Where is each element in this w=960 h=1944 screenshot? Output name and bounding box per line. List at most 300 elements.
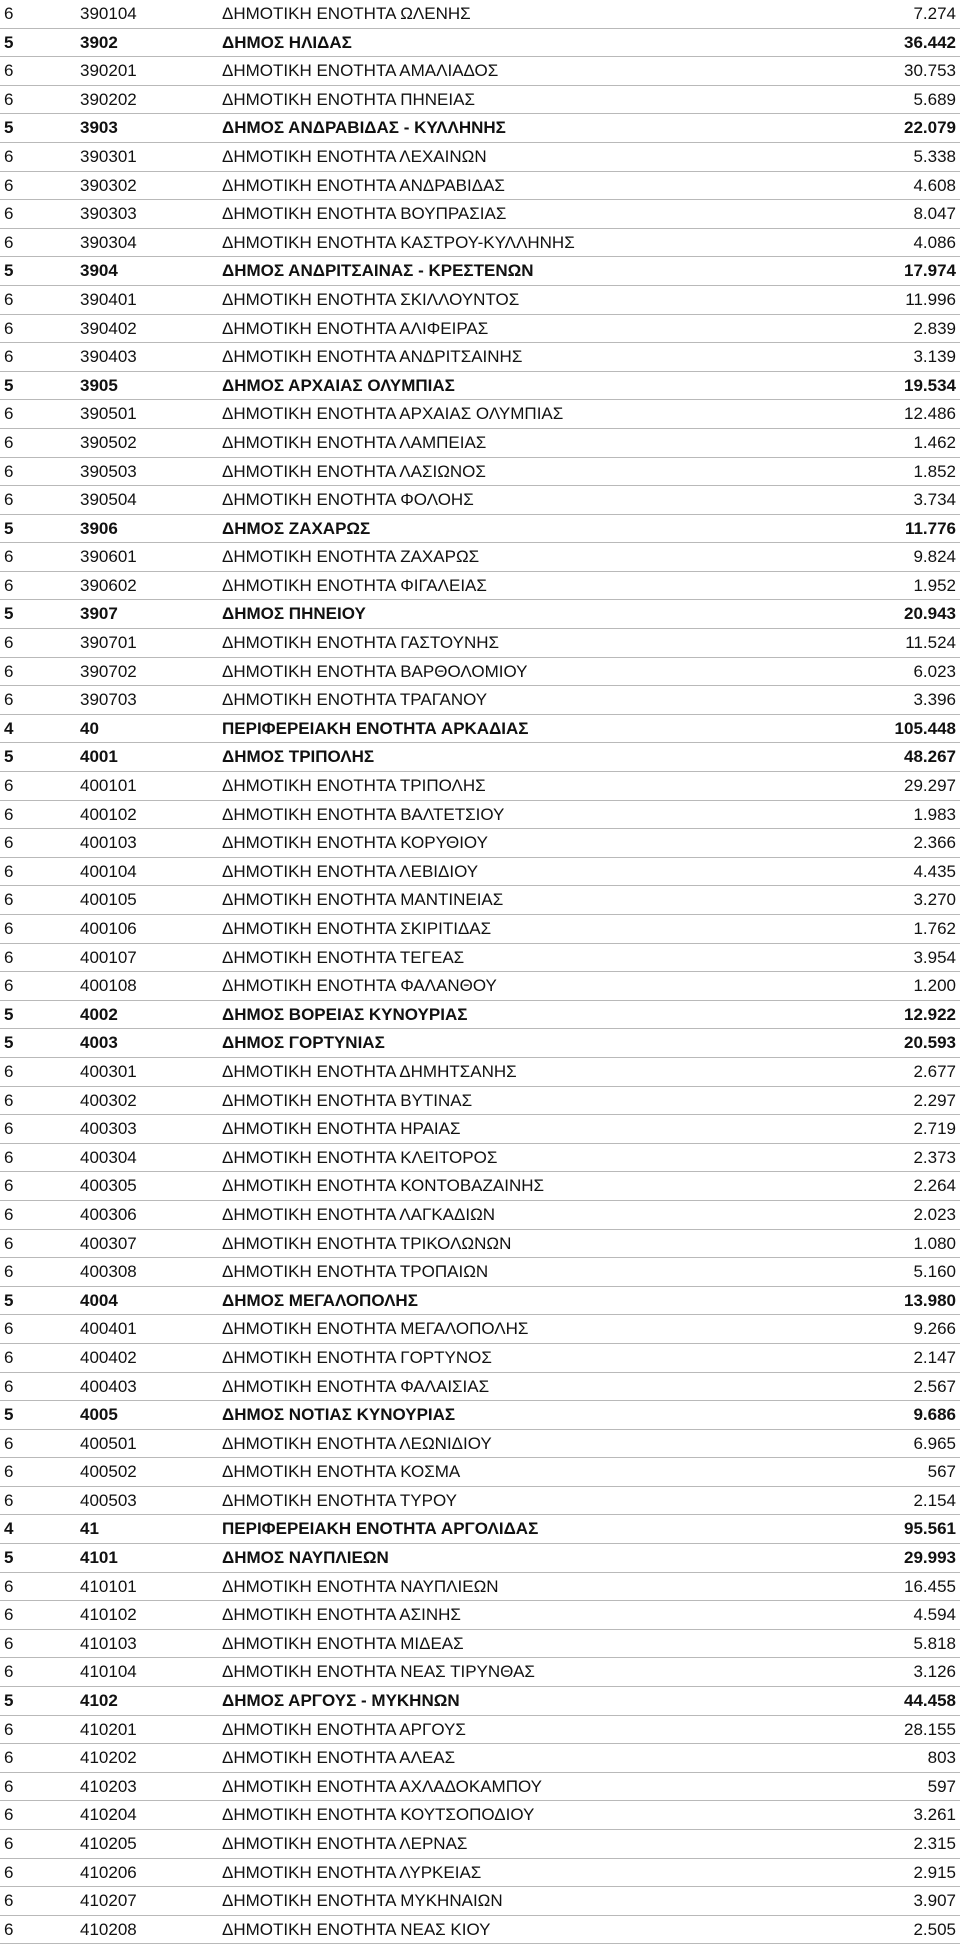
code-cell: 400302: [80, 1090, 137, 1110]
level-cell: 5: [4, 1290, 14, 1310]
population-cell: 1.983: [913, 804, 956, 824]
population-cell: 1.852: [913, 461, 956, 481]
population-cell: 2.297: [913, 1090, 956, 1110]
level-cell: 6: [4, 1662, 14, 1682]
code-cell: 400303: [80, 1119, 137, 1139]
table-row: [0, 686, 960, 715]
population-cell: 597: [927, 1776, 956, 1796]
name-cell: ΔΗΜΟΤΙΚΗ ΕΝΟΤΗΤΑ ΝΕΑΣ ΚΙΟΥ: [222, 1919, 491, 1939]
name-cell: ΔΗΜΟΤΙΚΗ ΕΝΟΤΗΤΑ ΛΑΜΠΕΙΑΣ: [222, 432, 487, 452]
name-cell: ΔΗΜΟΤΙΚΗ ΕΝΟΤΗΤΑ ΑΡΧΑΙΑΣ ΟΛΥΜΠΙΑΣ: [222, 404, 564, 424]
population-cell: 29.993: [904, 1548, 956, 1568]
name-cell: ΔΗΜΟΤΙΚΗ ΕΝΟΤΗΤΑ ΤΥΡΟΥ: [222, 1490, 457, 1510]
population-cell: 5.818: [913, 1633, 956, 1653]
level-cell: 6: [4, 404, 14, 424]
population-cell: 22.079: [904, 118, 956, 138]
population-cell: 567: [927, 1462, 956, 1482]
code-cell: 400308: [80, 1262, 137, 1282]
code-cell: 390703: [80, 690, 137, 710]
population-cell: 2.567: [913, 1376, 956, 1396]
level-cell: 6: [4, 1805, 14, 1825]
code-cell: 410207: [80, 1891, 137, 1911]
table-row: [0, 315, 960, 344]
code-cell: 400103: [80, 833, 137, 853]
population-cell: 2.366: [913, 833, 956, 853]
name-cell: ΔΗΜΟΤΙΚΗ ΕΝΟΤΗΤΑ ΤΡΙΠΟΛΗΣ: [222, 776, 486, 796]
level-cell: 5: [4, 518, 14, 538]
name-cell: ΔΗΜΟΤΙΚΗ ΕΝΟΤΗΤΑ ΝΑΥΠΛΙΕΩΝ: [222, 1576, 499, 1596]
code-cell: 410203: [80, 1776, 137, 1796]
population-cell: 4.435: [913, 861, 956, 881]
code-cell: 4001: [80, 747, 118, 767]
population-cell: 2.147: [913, 1347, 956, 1367]
code-cell: 390504: [80, 490, 137, 510]
table-row: [0, 458, 960, 487]
population-cell: 17.974: [904, 261, 956, 281]
code-cell: 4101: [80, 1548, 118, 1568]
level-cell: 4: [4, 1519, 14, 1539]
code-cell: 390304: [80, 232, 137, 252]
code-cell: 390701: [80, 633, 137, 653]
table-row: [0, 1859, 960, 1888]
name-cell: ΔΗΜΟΤΙΚΗ ΕΝΟΤΗΤΑ ΖΑΧΑΡΩΣ: [222, 547, 480, 567]
code-cell: 400306: [80, 1204, 137, 1224]
population-cell: 6.023: [913, 661, 956, 681]
code-cell: 390502: [80, 432, 137, 452]
name-cell: ΔΗΜΟΤΙΚΗ ΕΝΟΤΗΤΑ ΑΡΓΟΥΣ: [222, 1719, 466, 1739]
table-row: [0, 86, 960, 115]
level-cell: 6: [4, 1433, 14, 1453]
population-cell: 2.154: [913, 1490, 956, 1510]
population-cell: 2.839: [913, 318, 956, 338]
population-cell: 44.458: [904, 1691, 956, 1711]
population-cell: 5.689: [913, 89, 956, 109]
level-cell: 6: [4, 1176, 14, 1196]
code-cell: 410101: [80, 1576, 137, 1596]
table-row: [0, 944, 960, 973]
population-cell: 7.274: [913, 4, 956, 23]
name-cell: ΔΗΜΟΣ ΑΝΔΡΑΒΙΔΑΣ - ΚΥΛΛΗΝΗΣ: [222, 118, 506, 138]
code-cell: 390601: [80, 547, 137, 567]
level-cell: 5: [4, 375, 14, 395]
name-cell: ΔΗΜΟΤΙΚΗ ΕΝΟΤΗΤΑ ΦΟΛΟΗΣ: [222, 490, 474, 510]
name-cell: ΔΗΜΟΣ ΑΡΧΑΙΑΣ ΟΛΥΜΠΙΑΣ: [222, 375, 455, 395]
code-cell: 410208: [80, 1919, 137, 1939]
code-cell: 41: [80, 1519, 99, 1539]
population-cell: 36.442: [904, 32, 956, 52]
table-row: [0, 1744, 960, 1773]
table-row: [0, 343, 960, 372]
code-cell: 390501: [80, 404, 137, 424]
code-cell: 410201: [80, 1719, 137, 1739]
level-cell: 6: [4, 1347, 14, 1367]
name-cell: ΔΗΜΟΣ ΝΟΤΙΑΣ ΚΥΝΟΥΡΙΑΣ: [222, 1405, 456, 1425]
level-cell: 6: [4, 1719, 14, 1739]
name-cell: ΔΗΜΟΣ ΓΟΡΤΥΝΙΑΣ: [222, 1033, 385, 1053]
table-row: [0, 1087, 960, 1116]
name-cell: ΔΗΜΟΣ ΒΟΡΕΙΑΣ ΚΥΝΟΥΡΙΑΣ: [222, 1004, 468, 1024]
level-cell: 6: [4, 89, 14, 109]
level-cell: 4: [4, 718, 14, 738]
population-cell: 29.297: [904, 776, 956, 796]
table-row: [0, 543, 960, 572]
level-cell: 6: [4, 575, 14, 595]
code-cell: 390402: [80, 318, 137, 338]
table-row: [0, 1515, 960, 1544]
population-cell: 8.047: [913, 204, 956, 224]
name-cell: ΔΗΜΟΤΙΚΗ ΕΝΟΤΗΤΑ ΓΑΣΤΟΥΝΗΣ: [222, 633, 500, 653]
population-cell: 3.954: [913, 947, 956, 967]
level-cell: 6: [4, 1576, 14, 1596]
table-row: [0, 772, 960, 801]
table-row: [0, 801, 960, 830]
population-cell: 5.338: [913, 146, 956, 166]
population-cell: 11.776: [904, 518, 956, 538]
code-cell: 400307: [80, 1233, 137, 1253]
code-cell: 400107: [80, 947, 137, 967]
level-cell: 6: [4, 1119, 14, 1139]
name-cell: ΔΗΜΟΤΙΚΗ ΕΝΟΤΗΤΑ ΦΑΛΑΝΘΟΥ: [222, 976, 497, 996]
code-cell: 390201: [80, 61, 137, 81]
level-cell: 6: [4, 833, 14, 853]
level-cell: 6: [4, 175, 14, 195]
table-row: [0, 1172, 960, 1201]
level-cell: 5: [4, 747, 14, 767]
population-cell: 12.486: [904, 404, 956, 424]
name-cell: ΔΗΜΟΤΙΚΗ ΕΝΟΤΗΤΑ ΚΟΝΤΟΒΑΖΑΙΝΗΣ: [222, 1176, 545, 1196]
table-row: [0, 1830, 960, 1859]
name-cell: ΔΗΜΟΣ ΑΝΔΡΙΤΣΑΙΝΑΣ - ΚΡΕΣΤΕΝΩΝ: [222, 261, 534, 281]
level-cell: 5: [4, 118, 14, 138]
name-cell: ΔΗΜΟΤΙΚΗ ΕΝΟΤΗΤΑ ΚΑΣΤΡΟΥ-ΚΥΛΛΗΝΗΣ: [222, 232, 575, 252]
table-row: [0, 1630, 960, 1659]
code-cell: 410104: [80, 1662, 137, 1682]
name-cell: ΔΗΜΟΤΙΚΗ ΕΝΟΤΗΤΑ ΛΕΧΑΙΝΩΝ: [222, 146, 487, 166]
level-cell: 6: [4, 1605, 14, 1625]
level-cell: 6: [4, 490, 14, 510]
name-cell: ΔΗΜΟΤΙΚΗ ΕΝΟΤΗΤΑ ΤΡΟΠΑΙΩΝ: [222, 1262, 489, 1282]
level-cell: 6: [4, 432, 14, 452]
population-cell: 95.561: [904, 1519, 956, 1539]
code-cell: 390303: [80, 204, 137, 224]
table-row: [0, 57, 960, 86]
code-cell: 400101: [80, 776, 137, 796]
level-cell: 6: [4, 1776, 14, 1796]
table-row: [0, 858, 960, 887]
level-cell: 6: [4, 204, 14, 224]
level-cell: 6: [4, 1862, 14, 1882]
population-cell: 2.677: [913, 1061, 956, 1081]
population-cell: 1.762: [913, 919, 956, 938]
name-cell: ΔΗΜΟΤΙΚΗ ΕΝΟΤΗΤΑ ΤΡΑΓΑΝΟΥ: [222, 690, 488, 710]
level-cell: 5: [4, 1033, 14, 1053]
level-cell: 6: [4, 61, 14, 81]
population-cell: 6.965: [913, 1433, 956, 1453]
name-cell: ΠΕΡΙΦΕΡΕΙΑΚΗ ΕΝΟΤΗΤΑ ΑΡΓΟΛΙΔΑΣ: [222, 1519, 539, 1539]
level-cell: 6: [4, 1233, 14, 1253]
name-cell: ΔΗΜΟΤΙΚΗ ΕΝΟΤΗΤΑ ΣΚΙΡΙΤΙΔΑΣ: [222, 919, 492, 938]
name-cell: ΔΗΜΟΤΙΚΗ ΕΝΟΤΗΤΑ ΜΕΓΑΛΟΠΟΛΗΣ: [222, 1319, 529, 1339]
level-cell: 6: [4, 1748, 14, 1768]
code-cell: 410205: [80, 1834, 137, 1853]
table-row: [0, 1144, 960, 1173]
name-cell: ΔΗΜΟΤΙΚΗ ΕΝΟΤΗΤΑ ΗΡΑΙΑΣ: [222, 1119, 461, 1139]
table-row: [0, 143, 960, 172]
code-cell: 4002: [80, 1004, 118, 1024]
code-cell: 410204: [80, 1805, 137, 1825]
code-cell: 4003: [80, 1033, 118, 1053]
table-row: [0, 1458, 960, 1487]
name-cell: ΔΗΜΟΤΙΚΗ ΕΝΟΤΗΤΑ ΚΟΣΜΑ: [222, 1462, 461, 1482]
population-cell: 2.023: [913, 1204, 956, 1224]
level-cell: 6: [4, 804, 14, 824]
level-cell: 6: [4, 776, 14, 796]
level-cell: 6: [4, 1891, 14, 1911]
name-cell: ΔΗΜΟΣ ΝΑΥΠΛΙΕΩΝ: [222, 1548, 389, 1568]
table-row: [0, 1029, 960, 1058]
table-row: [0, 743, 960, 772]
code-cell: 410102: [80, 1605, 137, 1625]
population-cell: 19.534: [904, 375, 956, 395]
table-row: [0, 1544, 960, 1573]
code-cell: 390302: [80, 175, 137, 195]
population-cell: 1.952: [913, 575, 956, 595]
level-cell: 6: [4, 1090, 14, 1110]
name-cell: ΔΗΜΟΤΙΚΗ ΕΝΟΤΗΤΑ ΠΗΝΕΙΑΣ: [222, 89, 475, 109]
table-row: [0, 1430, 960, 1459]
level-cell: 5: [4, 32, 14, 52]
name-cell: ΔΗΜΟΤΙΚΗ ΕΝΟΤΗΤΑ ΑΝΔΡΙΤΣΑΙΝΗΣ: [222, 347, 523, 367]
name-cell: ΔΗΜΟΤΙΚΗ ΕΝΟΤΗΤΑ ΛΑΓΚΑΔΙΩΝ: [222, 1204, 496, 1224]
name-cell: ΔΗΜΟΤΙΚΗ ΕΝΟΤΗΤΑ ΛΕΒΙΔΙΟΥ: [222, 861, 479, 881]
population-cell: 5.160: [913, 1262, 956, 1282]
table-row: [0, 1201, 960, 1230]
level-cell: 6: [4, 976, 14, 996]
name-cell: ΔΗΜΟΤΙΚΗ ΕΝΟΤΗΤΑ ΒΥΤΙΝΑΣ: [222, 1090, 473, 1110]
population-cell: 13.980: [904, 1290, 956, 1310]
name-cell: ΔΗΜΟΣ ΠΗΝΕΙΟΥ: [222, 604, 366, 624]
level-cell: 6: [4, 690, 14, 710]
code-cell: 390301: [80, 146, 137, 166]
name-cell: ΔΗΜΟΣ ΜΕΓΑΛΟΠΟΛΗΣ: [222, 1290, 418, 1310]
level-cell: 6: [4, 4, 14, 23]
level-cell: 6: [4, 347, 14, 367]
population-cell: 4.608: [913, 175, 956, 195]
table-row: [0, 257, 960, 286]
code-cell: 40: [80, 718, 99, 738]
population-cell: 3.270: [913, 890, 956, 910]
code-cell: 3904: [80, 261, 118, 281]
code-cell: 390104: [80, 4, 137, 23]
population-cell: 2.315: [913, 1834, 956, 1853]
table-row: [0, 1716, 960, 1745]
name-cell: ΔΗΜΟΤΙΚΗ ΕΝΟΤΗΤΑ ΒΑΡΘΟΛΟΜΙΟΥ: [222, 661, 528, 681]
population-cell: 2.264: [913, 1176, 956, 1196]
level-cell: 6: [4, 289, 14, 309]
population-cell: 3.261: [913, 1805, 956, 1825]
code-cell: 400502: [80, 1462, 137, 1482]
population-cell: 3.126: [913, 1662, 956, 1682]
level-cell: 6: [4, 1633, 14, 1653]
table-row: [0, 1658, 960, 1687]
population-cell: 1.462: [913, 432, 956, 452]
table-row: [0, 229, 960, 258]
table-row: [0, 629, 960, 658]
level-cell: 6: [4, 1490, 14, 1510]
name-cell: ΔΗΜΟΣ ΗΛΙΔΑΣ: [222, 32, 352, 52]
code-cell: 390602: [80, 575, 137, 595]
population-cell: 28.155: [904, 1719, 956, 1739]
population-cell: 3.396: [913, 690, 956, 710]
code-cell: 390403: [80, 347, 137, 367]
table-row: [0, 515, 960, 544]
name-cell: ΔΗΜΟΤΙΚΗ ΕΝΟΤΗΤΑ ΑΛΙΦΕΙΡΑΣ: [222, 318, 489, 338]
code-cell: 3906: [80, 518, 118, 538]
level-cell: 6: [4, 146, 14, 166]
name-cell: ΔΗΜΟΤΙΚΗ ΕΝΟΤΗΤΑ ΜΙΔΕΑΣ: [222, 1633, 464, 1653]
table-row: [0, 114, 960, 143]
table-row: [0, 29, 960, 58]
code-cell: 4004: [80, 1290, 118, 1310]
population-cell: 20.593: [904, 1033, 956, 1053]
name-cell: ΔΗΜΟΤΙΚΗ ΕΝΟΤΗΤΑ ΤΕΓΕΑΣ: [222, 947, 465, 967]
table-row: [0, 1773, 960, 1802]
code-cell: 3903: [80, 118, 118, 138]
code-cell: 410206: [80, 1862, 137, 1882]
name-cell: ΔΗΜΟΤΙΚΗ ΕΝΟΤΗΤΑ ΛΑΣΙΩΝΟΣ: [222, 461, 486, 481]
name-cell: ΔΗΜΟΤΙΚΗ ΕΝΟΤΗΤΑ ΛΕΡΝΑΣ: [222, 1834, 468, 1853]
name-cell: ΔΗΜΟΣ ΖΑΧΑΡΩΣ: [222, 518, 371, 538]
population-cell: 3.907: [913, 1891, 956, 1911]
code-cell: 400401: [80, 1319, 137, 1339]
table-row: [0, 1687, 960, 1716]
name-cell: ΔΗΜΟΤΙΚΗ ΕΝΟΤΗΤΑ ΑΝΔΡΑΒΙΔΑΣ: [222, 175, 505, 195]
population-cell: 1.080: [913, 1233, 956, 1253]
population-cell: 16.455: [904, 1576, 956, 1596]
code-cell: 400108: [80, 976, 137, 996]
code-cell: 3905: [80, 375, 118, 395]
population-cell: 105.448: [894, 718, 956, 738]
population-cell: 9.266: [913, 1319, 956, 1339]
table-row: [0, 400, 960, 429]
level-cell: 6: [4, 1147, 14, 1167]
table-row: [0, 829, 960, 858]
level-cell: 6: [4, 1462, 14, 1482]
table-row: [0, 1373, 960, 1402]
table-row: [0, 200, 960, 229]
name-cell: ΔΗΜΟΤΙΚΗ ΕΝΟΤΗΤΑ ΚΟΡΥΘΙΟΥ: [222, 833, 488, 853]
code-cell: 4102: [80, 1691, 118, 1711]
level-cell: 6: [4, 633, 14, 653]
table-row: [0, 1258, 960, 1287]
table-row: [0, 658, 960, 687]
level-cell: 6: [4, 1919, 14, 1939]
code-cell: 400501: [80, 1433, 137, 1453]
table-row: [0, 172, 960, 201]
table-row: [0, 1315, 960, 1344]
population-cell: 9.686: [913, 1405, 956, 1425]
table-row: [0, 1344, 960, 1373]
population-cell: 20.943: [904, 604, 956, 624]
table-row: [0, 286, 960, 315]
code-cell: 410202: [80, 1748, 137, 1768]
name-cell: ΔΗΜΟΤΙΚΗ ΕΝΟΤΗΤΑ ΑΣΙΝΗΣ: [222, 1605, 461, 1625]
table-row: [0, 715, 960, 744]
level-cell: 6: [4, 947, 14, 967]
table-row: [0, 1573, 960, 1602]
level-cell: 5: [4, 1691, 14, 1711]
name-cell: ΔΗΜΟΤΙΚΗ ΕΝΟΤΗΤΑ ΛΥΡΚΕΙΑΣ: [222, 1862, 482, 1882]
population-cell: 3.139: [913, 347, 956, 367]
name-cell: ΔΗΜΟΤΙΚΗ ΕΝΟΤΗΤΑ ΦΙΓΑΛΕΙΑΣ: [222, 575, 487, 595]
code-cell: 3902: [80, 32, 118, 52]
name-cell: ΔΗΜΟΤΙΚΗ ΕΝΟΤΗΤΑ ΜΥΚΗΝΑΙΩΝ: [222, 1891, 503, 1911]
level-cell: 5: [4, 261, 14, 281]
table-row: [0, 1916, 960, 1944]
table-row: [0, 1801, 960, 1830]
code-cell: 390401: [80, 289, 137, 309]
population-cell: 1.200: [913, 976, 956, 996]
name-cell: ΔΗΜΟΤΙΚΗ ΕΝΟΤΗΤΑ ΚΟΥΤΣΟΠΟΔΙΟΥ: [222, 1805, 535, 1825]
level-cell: 5: [4, 604, 14, 624]
level-cell: 6: [4, 1376, 14, 1396]
name-cell: ΔΗΜΟΤΙΚΗ ΕΝΟΤΗΤΑ ΩΛΕΝΗΣ: [222, 4, 471, 23]
population-cell: 2.719: [913, 1119, 956, 1139]
level-cell: 6: [4, 461, 14, 481]
table-row: [0, 1058, 960, 1087]
table-row: [0, 0, 960, 29]
name-cell: ΔΗΜΟΤΙΚΗ ΕΝΟΤΗΤΑ ΛΕΩΝΙΔΙΟΥ: [222, 1433, 492, 1453]
table-row: [0, 600, 960, 629]
table-row: [0, 886, 960, 915]
population-cell: 2.505: [913, 1919, 956, 1939]
level-cell: 6: [4, 318, 14, 338]
code-cell: 400402: [80, 1347, 137, 1367]
level-cell: 6: [4, 1834, 14, 1853]
population-cell: 2.373: [913, 1147, 956, 1167]
population-cell: 2.915: [913, 1862, 956, 1882]
population-cell: 803: [927, 1748, 956, 1768]
table-row: [0, 1115, 960, 1144]
table-row: [0, 1401, 960, 1430]
table-row: [0, 572, 960, 601]
code-cell: 390702: [80, 661, 137, 681]
name-cell: ΔΗΜΟΤΙΚΗ ΕΝΟΤΗΤΑ ΑΧΛΑΔΟΚΑΜΠΟΥ: [222, 1776, 542, 1796]
code-cell: 400102: [80, 804, 137, 824]
population-cell: 4.086: [913, 232, 956, 252]
table-row: [0, 1887, 960, 1916]
table-row: [0, 1230, 960, 1259]
level-cell: 6: [4, 661, 14, 681]
population-cell: 48.267: [904, 747, 956, 767]
population-cell: 12.922: [904, 1004, 956, 1024]
level-cell: 6: [4, 1262, 14, 1282]
name-cell: ΔΗΜΟΤΙΚΗ ΕΝΟΤΗΤΑ ΜΑΝΤΙΝΕΙΑΣ: [222, 890, 504, 910]
name-cell: ΔΗΜΟΤΙΚΗ ΕΝΟΤΗΤΑ ΑΛΕΑΣ: [222, 1748, 456, 1768]
code-cell: 400305: [80, 1176, 137, 1196]
name-cell: ΔΗΜΟΤΙΚΗ ΕΝΟΤΗΤΑ ΔΗΜΗΤΣΑΝΗΣ: [222, 1061, 517, 1081]
table-row: [0, 915, 960, 944]
table-row: [0, 1287, 960, 1316]
level-cell: 6: [4, 1204, 14, 1224]
table-row: [0, 1001, 960, 1030]
level-cell: 6: [4, 1319, 14, 1339]
code-cell: 400106: [80, 919, 137, 938]
code-cell: 400503: [80, 1490, 137, 1510]
code-cell: 390202: [80, 89, 137, 109]
level-cell: 6: [4, 1061, 14, 1081]
level-cell: 6: [4, 547, 14, 567]
